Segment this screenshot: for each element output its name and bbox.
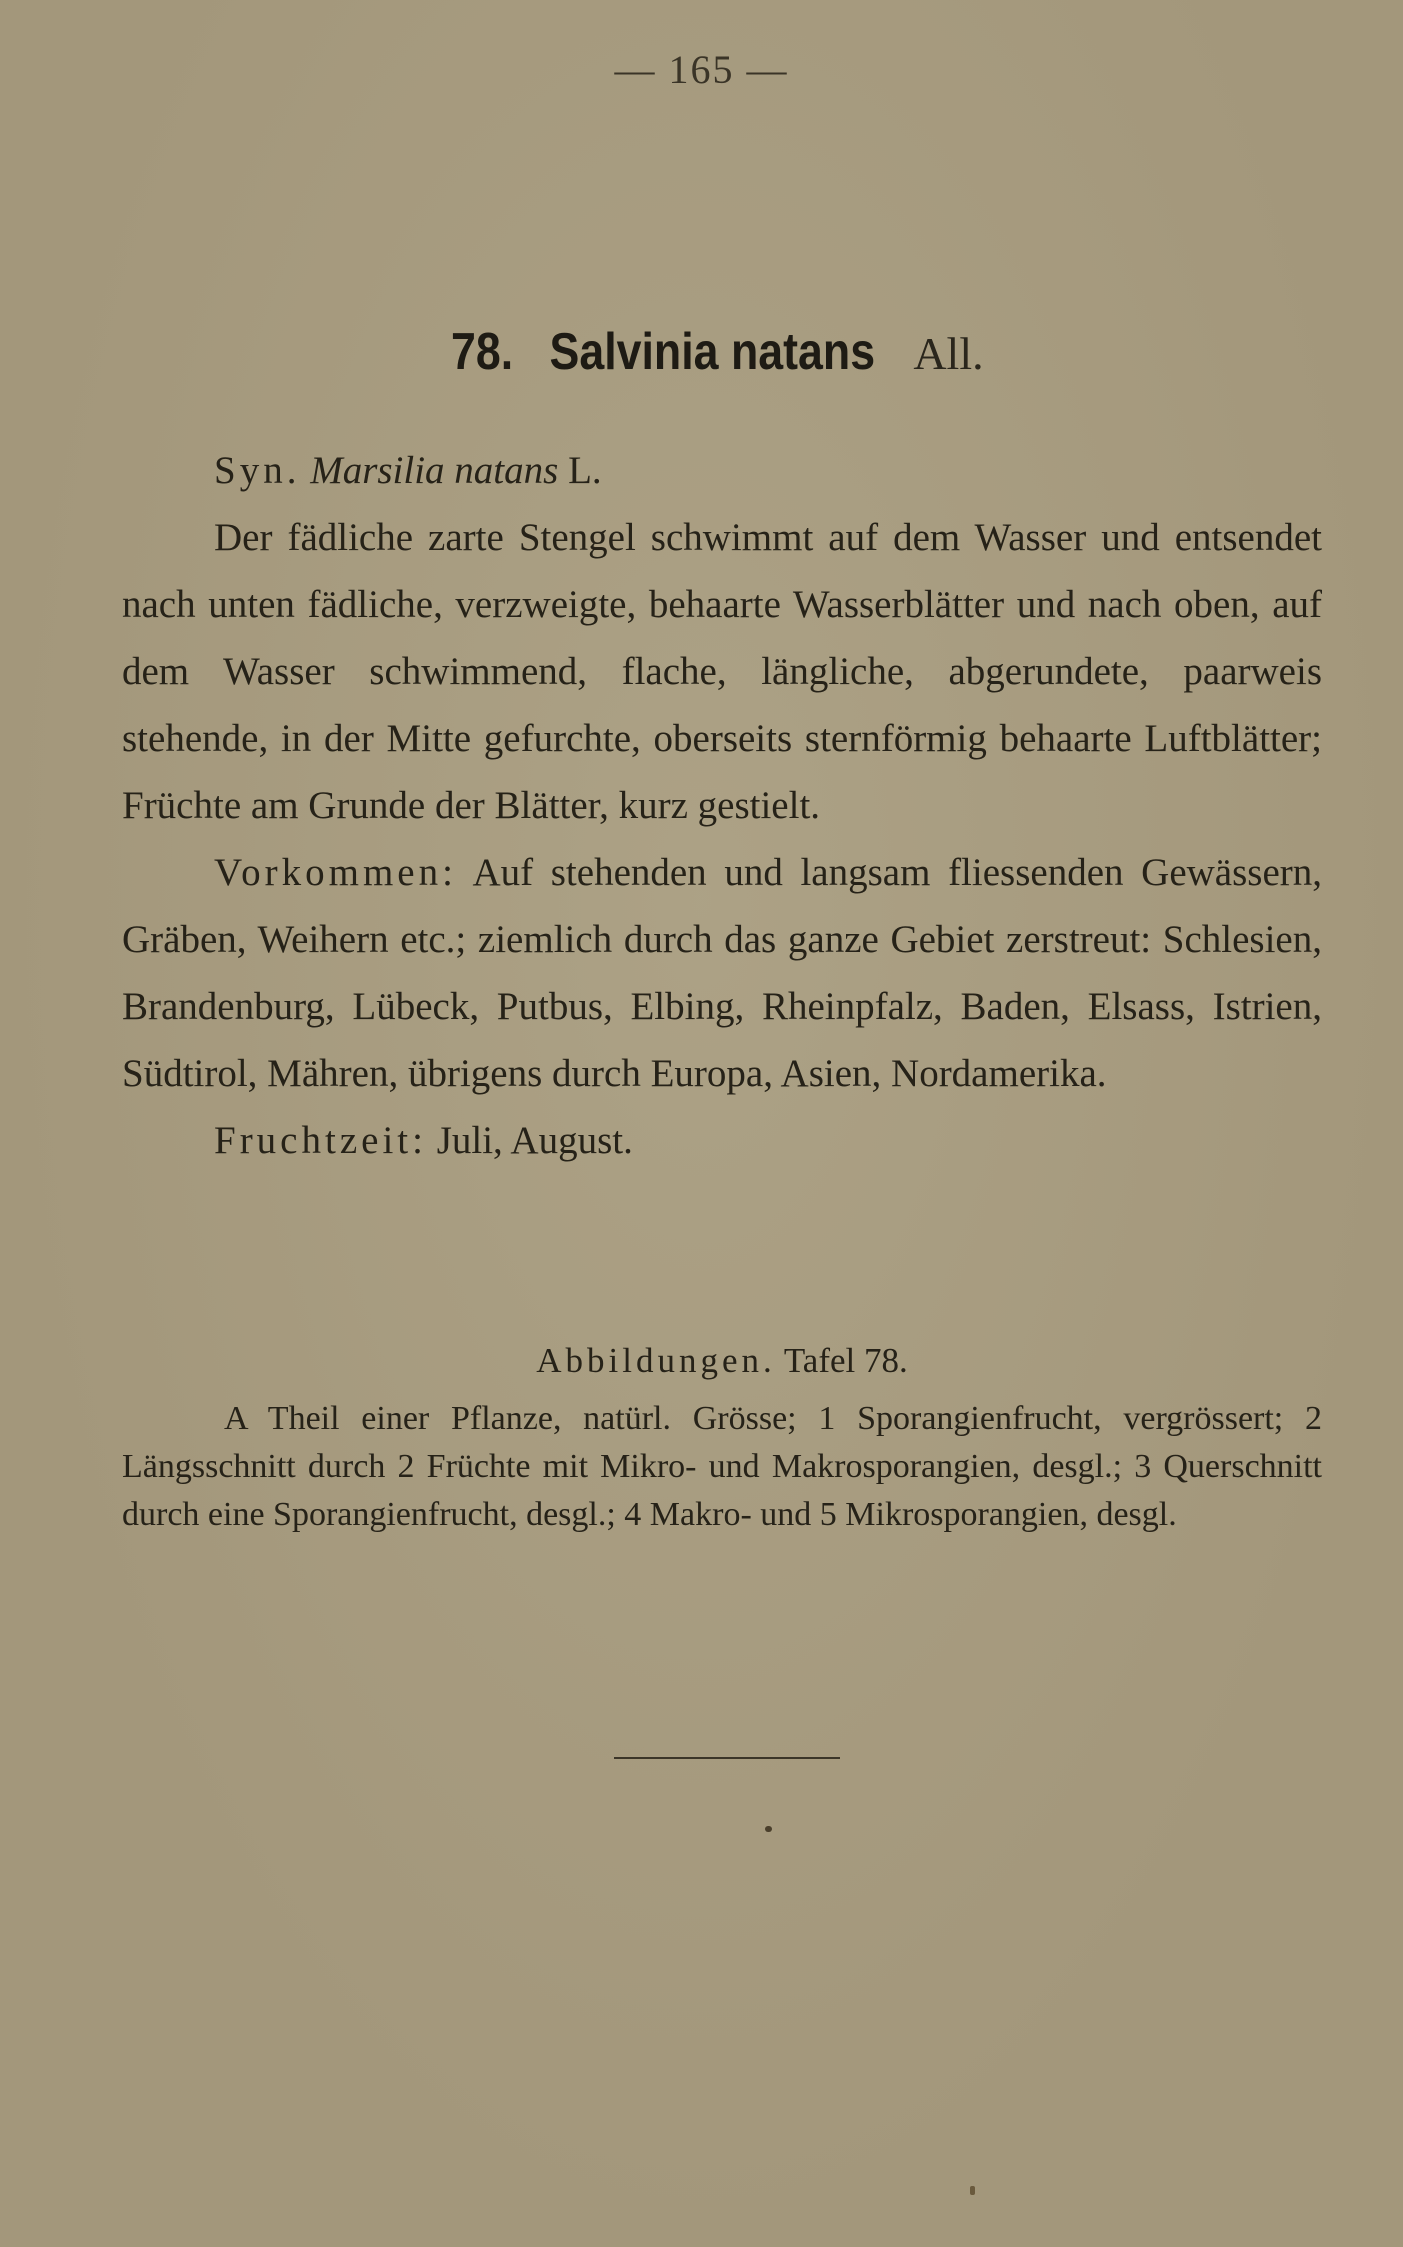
synonym-author: L. <box>568 449 602 492</box>
species-number: 78. <box>451 323 514 381</box>
figures-heading <box>122 1335 1322 1387</box>
paper-speck <box>970 2186 975 2195</box>
synonym-prefix: Syn. <box>214 449 301 492</box>
species-heading <box>0 322 1403 382</box>
figures-description: A Theil einer Pflanze, natürl. Grösse; 1 Sporangienfrucht, vergrössert; 2 Längsschnitt durch 2 Früchte mit Mikro- und Makrosporangien, desgl.; 3 Querschnitt durch eine Sporangienfrucht, desgl.; 4 Makro- und 5 Mikrosporangien, desgl. <box>122 1400 1322 1533</box>
figures-label: Abbildungen. <box>536 1341 776 1380</box>
species-body <box>122 437 1322 1174</box>
figures-plate: Tafel 78. <box>783 1341 908 1380</box>
paper-speck <box>765 1826 772 1832</box>
occurrence-label: Vorkommen: <box>214 851 457 894</box>
synonym-name: Marsilia natans <box>310 449 559 492</box>
fruiting-label: Fruchtzeit: <box>214 1119 427 1162</box>
occurrence-text: Auf stehenden und langsam fliessenden Gewässern, Gräben, Weihern etc.; ziemlich durch das ganze Gebiet zerstreut: Schlesien, Brandenburg, Lübeck, Putbus, Elbing, Rheinpfalz, Baden, Elsass, Istrien, Südtirol, Mähren, übrigens durch Europa, Asien, Nordamerika. <box>122 851 1323 1095</box>
fruiting-text: Juli, August. <box>436 1119 633 1162</box>
figures-section <box>122 1335 1322 1539</box>
species-author: All. <box>913 328 984 379</box>
fruiting-paragraph <box>122 1107 1322 1174</box>
description-paragraph: Der fädliche zarte Stengel schwimmt auf dem Wasser und entsendet nach unten fädliche, verzweigte, behaarte Wasserblätter und nach oben, auf dem Wasser schwimmend, flache, längliche, abgerundete, paarweis stehende, in der Mitte gefurchte, oberseits sternförmig behaarte Luftblätter; Früchte am Grunde der Blätter, kurz gestielt. <box>122 516 1322 827</box>
species-name: Salvinia natans <box>549 323 875 381</box>
occurrence-paragraph <box>122 839 1322 1107</box>
section-divider <box>614 1757 840 1759</box>
synonym-line <box>122 437 1322 504</box>
page-number: — 165 — <box>614 47 789 92</box>
